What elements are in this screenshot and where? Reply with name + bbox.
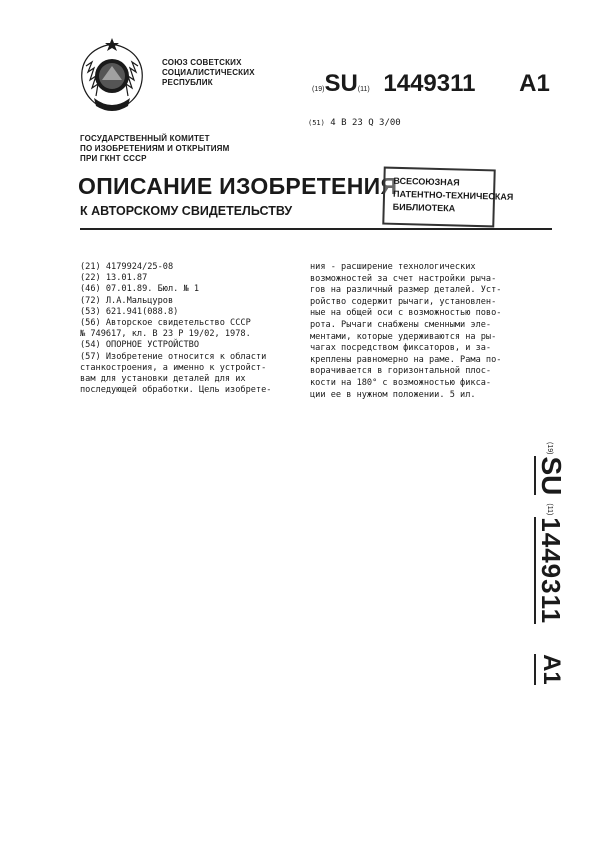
state-line: СОЮЗ СОВЕТСКИХ [162,58,242,67]
library-stamp [382,167,514,228]
abstract-line: возможностей за счет настройки рычa- [310,273,497,284]
state-name [162,58,255,88]
state-line: РЕСПУБЛИК [162,78,213,87]
code-11: (11) [357,86,370,93]
committee [80,134,229,164]
stamp-line: ПАТЕНТНО-ТЕХНИЧЕСКАЯ [392,188,514,202]
document-title: ОПИСАНИЕ ИЗОБРЕТЕНИЯ [78,173,398,199]
abstract-line: ции ее в нужном положении. 5 ил. [310,389,476,400]
abstract-line: ворачивается в горизонтальной плос- [310,366,492,377]
document-subtitle: К АВТОРСКОМУ СВИДЕТЕЛЬСТВУ [80,204,293,218]
side-code-11: (11) [546,503,554,516]
state-line: СОЦИАЛИСТИЧЕСКИХ [162,68,255,77]
biblio-line: (57) Изобретение относится к области [80,351,267,362]
abstract-line: ройство содержит рычаги, установлен- [310,296,497,307]
committee-line: ГОСУДАРСТВЕННЫЙ КОМИТЕТ [80,134,210,143]
side-kind: A1 [534,654,566,685]
abstract-line: кости на 180° с возможностью фикса- [310,377,492,388]
committee-line: ПО ИЗОБРЕТЕНИЯМ И ОТКРЫТИЯМ [80,144,230,153]
abstract-line: ния - расширение технологических [310,262,476,272]
biblio-line: станкостроения, а именно к устройст- [80,362,267,373]
biblio-line: (53) 621.941(088.8) [80,306,179,317]
state-emblem [72,36,152,116]
stamp-line: БИБЛИОТЕКА [392,201,456,214]
bibliographic-data [80,262,302,396]
biblio-line: (54) ОПОРНОЕ УСТРОЙСТВО [80,340,199,351]
stamp-line: ВСЕСОЮЗНАЯ [393,175,460,188]
side-publication-number [530,442,570,702]
abstract-line: рота. Рычаги снабжены сменными эле- [310,319,492,330]
publication-number [312,70,562,98]
classif-value: 4 В 23 Q 3/00 [330,118,401,128]
biblio-line: (22) 13.01.87 [80,273,148,284]
country-code: SU [324,70,358,97]
abstract-line: чагах посредством фиксаторов, и за- [310,343,492,354]
abstract-line: гов на различный размер деталей. Уст- [310,285,502,296]
biblio-line: (21) 4179924/25-08 [80,262,174,272]
classif-code: (51) [308,119,325,127]
side-code-19: (19) [546,442,554,455]
side-country: SU [536,456,567,496]
biblio-line: последующей обработки. Цель изобрете- [80,385,272,396]
classification [308,118,401,128]
biblio-line: (72) Л.А.Мальцуров [80,295,174,306]
biblio-line: вам для установки деталей для их [80,374,246,385]
side-number-rotated [530,442,570,702]
kind-code: A1 [519,70,550,97]
biblio-line: (56) Авторское свидетельство СССР [80,318,251,329]
header-rule [80,228,552,230]
committee-line: ПРИ ГКНТ СССР [80,154,147,163]
biblio-line: № 749617, кл. В 23 Р 19/02, 1978. [80,329,251,340]
abstract-line: ментами, которые удерживаются на ры- [310,331,497,342]
abstract-continued [310,262,554,401]
abstract-line: креплены равномерно на раме. Рама по- [310,354,502,365]
biblio-line: (46) 07.01.89. Бюл. № 1 [80,284,199,295]
patent-number: 1449311 [383,70,476,97]
code-19: (19) [312,86,325,93]
side-number: 1449311 [536,517,566,625]
abstract-line: ные на общей оси с возможностью пово- [310,308,502,319]
